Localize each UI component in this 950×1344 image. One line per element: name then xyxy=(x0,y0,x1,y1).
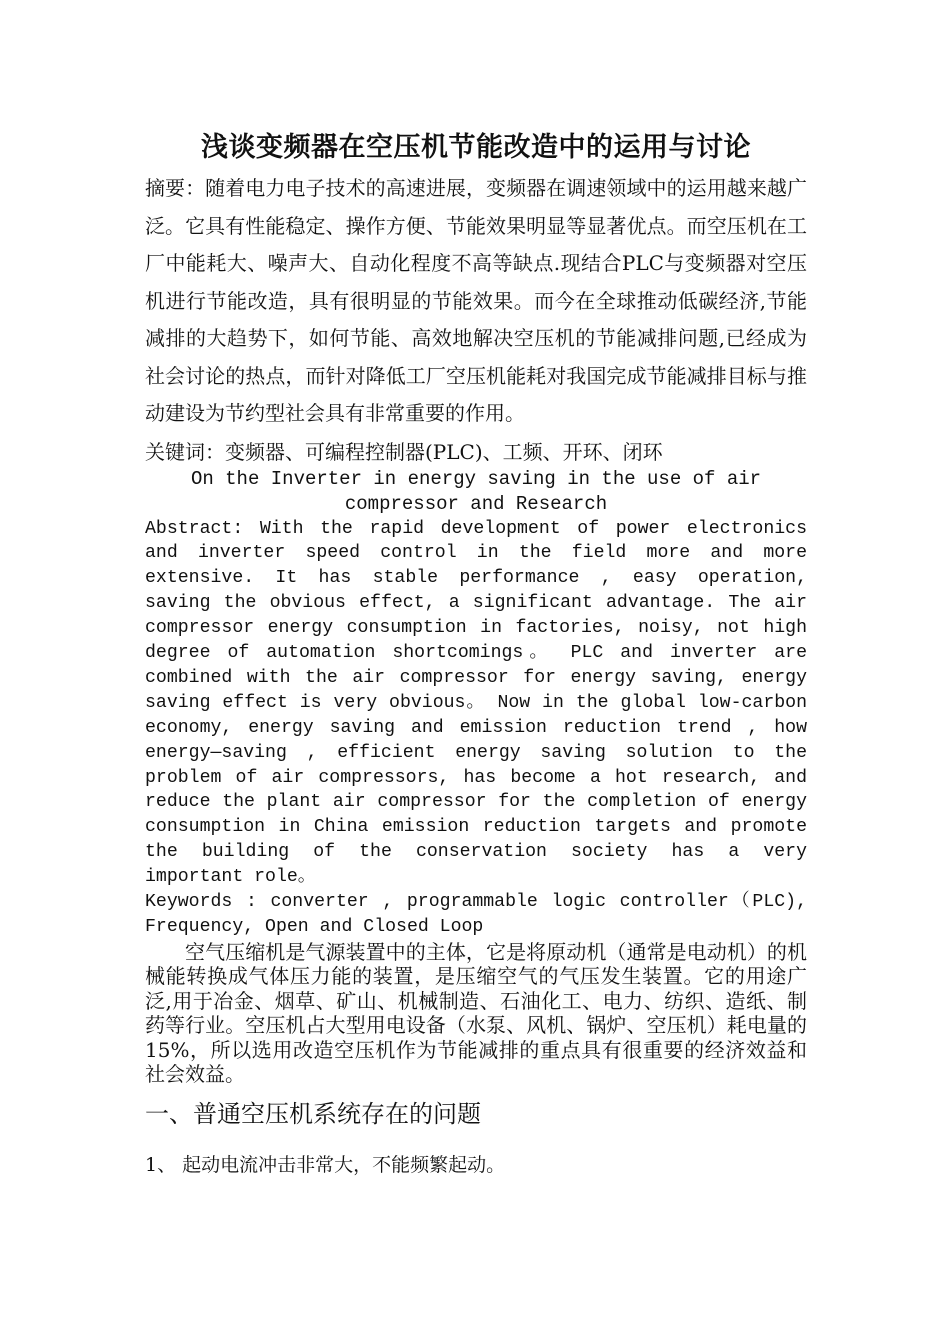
chinese-keywords: 关键词：变频器、可编程控制器(PLC)、工频、开环、闭环 xyxy=(145,439,663,464)
document-page xyxy=(145,128,807,1179)
list-item: 1、 起动电流冲击非常大，不能频繁起动。 xyxy=(145,1153,506,1176)
english-keywords: Keywords : converter , programmable logic controller（PLC), Frequency, Open and Closed Loop xyxy=(145,892,807,937)
english-title: On the Inverter in energy saving in the use of air compressor and Research xyxy=(190,467,762,515)
document-title: 浅谈变频器在空压机节能改造中的运用与讨论 xyxy=(201,132,751,163)
english-abstract: Abstract: With the rapid development of power electronics and inverter speed control in the field more and more extensive. It has stable performance , easy operation, saving the obvious effect, a significant advantage. The air compressor energy consumption in factories, noisy, not high degree of automation shortcomings。 PLC and inverter are combined with the air compressor for energy saving, energy saving effect is very obvious。 Now in the global low-carbon economy, energy saving and emission reduction trend , how energy—saving , efficient energy saving solution to the problem of air compressors, has become a hot research, and reduce the plant air compressor for the completion of energy consumption in China emission reduction targets and promote the building of the conservation society has a very important role。 xyxy=(145,518,807,888)
introduction-paragraph: 空气压缩机是气源装置中的主体，它是将原动机（通常是电动机）的机械能转换成气体压力能的装置，是压缩空气的气压发生装置。它的用途广泛,用于冶金、烟草、矿山、机械制造、石油化工、电力、纺织、造纸、制药等行业。空压机占大型用电设备（水泵、风机、锅炉、空压机）耗电量的15%，所以选用改造空压机作为节能减排的重点具有很重要的经济效益和社会效益。 xyxy=(145,939,807,1087)
section-heading: 一、普通空压机系统存在的问题 xyxy=(145,1099,481,1128)
chinese-abstract: 摘要：随着电力电子技术的高速进展，变频器在调速领域中的运用越来越广泛。它具有性能稳定、操作方便、节能效果明显等显著优点。而空压机在工厂中能耗大、噪声大、自动化程度不高等缺点.现结合PLC与变频器对空压机进行节能改造，具有很明显的节能效果。而今在全球推动低碳经济,节能减排的大趋势下，如何节能、高效地解决空压机的节能减排问题,已经成为社会讨论的热点，而针对降低工厂空压机能耗对我国完成节能减排目标与推动建设为节约型社会具有非常重要的作用。 xyxy=(145,176,807,425)
